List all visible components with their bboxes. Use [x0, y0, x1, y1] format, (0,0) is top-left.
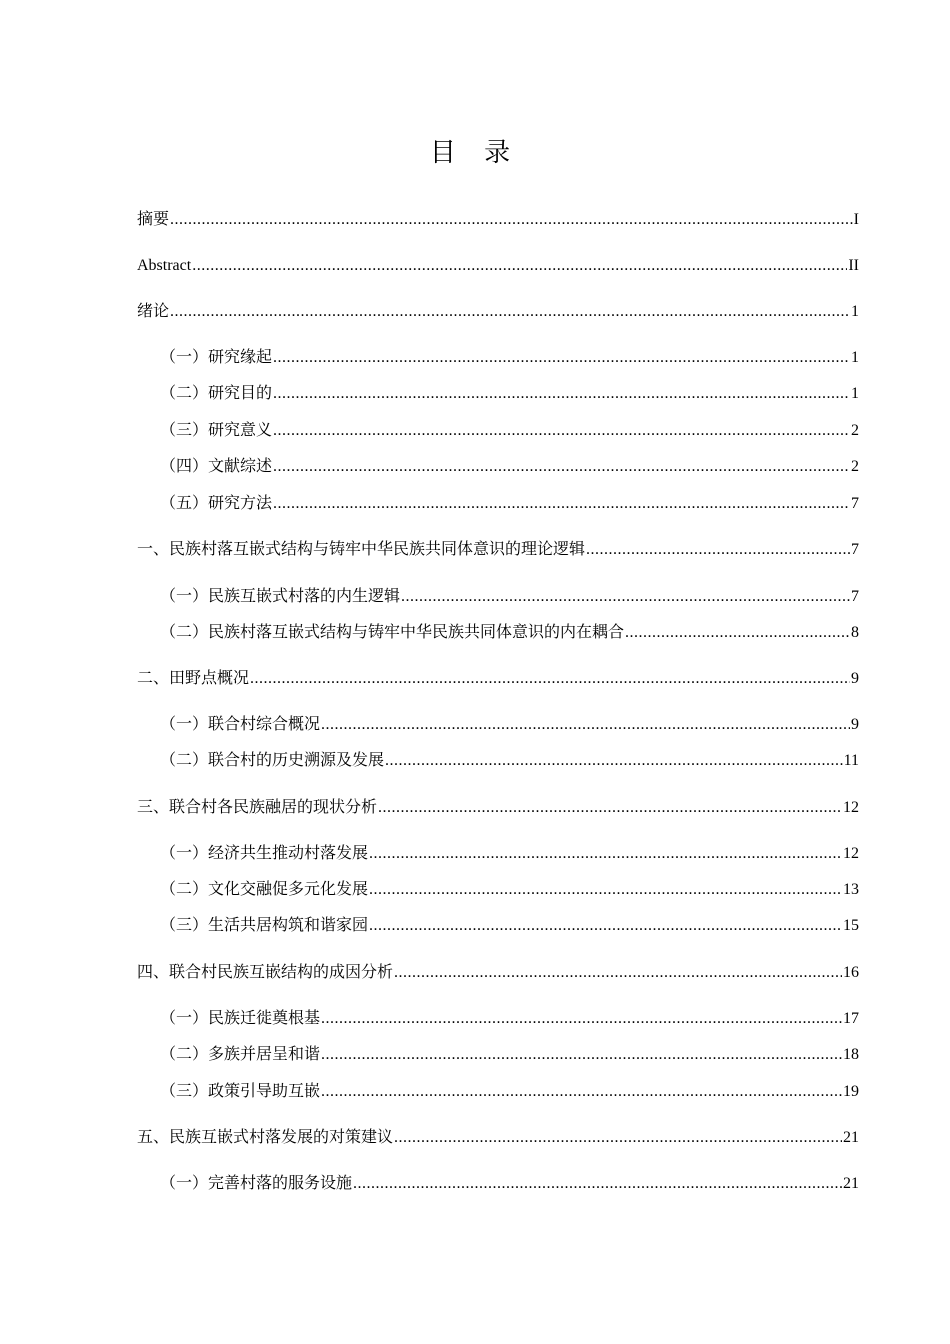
toc-entry-label: （三）政策引导助互嵌: [160, 1083, 321, 1100]
toc-leader: [321, 1007, 842, 1031]
toc-entry-page: 1: [851, 349, 859, 366]
toc-entry[interactable]: [160, 749, 859, 773]
toc-entry-page: 13: [843, 881, 859, 898]
toc-leader: [394, 1126, 842, 1150]
toc-entry[interactable]: [160, 346, 859, 370]
toc-entry[interactable]: [160, 878, 859, 902]
toc-entry[interactable]: [137, 538, 859, 562]
toc-entry-label: （三）研究意义: [160, 422, 273, 439]
toc-entry-label: 绪论: [137, 303, 170, 320]
toc-leader: [170, 300, 850, 324]
toc-leader: [401, 585, 850, 609]
toc-leader: [625, 621, 850, 645]
toc-entry[interactable]: [137, 208, 859, 232]
toc-entry[interactable]: [137, 300, 859, 324]
toc-entry-page: 12: [843, 845, 859, 862]
toc-leader: [170, 208, 853, 232]
toc-entry-page: 11: [843, 752, 859, 769]
toc-entry-page: 7: [851, 541, 859, 558]
toc-leader: [321, 1080, 842, 1104]
toc-entry-label: （一）联合村综合概况: [160, 716, 321, 733]
toc-entry[interactable]: [137, 254, 859, 278]
toc-leader: [353, 1172, 842, 1196]
toc-leader: [250, 667, 850, 691]
toc-leader: [273, 455, 850, 479]
toc-entry-label: 摘要: [137, 211, 170, 228]
toc-leader: [369, 878, 842, 902]
toc-entry-label: （一）完善村落的服务设施: [160, 1175, 353, 1192]
toc-leader: [385, 749, 843, 773]
toc-entry-page: I: [853, 211, 859, 228]
toc-entry[interactable]: [160, 1172, 859, 1196]
toc-entry-page: 21: [843, 1129, 859, 1146]
toc-leader: [369, 914, 842, 938]
toc-entry-label: 四、联合村民族互嵌结构的成因分析: [137, 964, 394, 981]
toc-entry-label: （二）民族村落互嵌式结构与铸牢中华民族共同体意识的内在耦合: [160, 624, 625, 641]
toc-leader: [378, 796, 842, 820]
toc-leader: [192, 254, 847, 278]
toc-entry-label: （二）文化交融促多元化发展: [160, 881, 369, 898]
toc-entry[interactable]: [160, 585, 859, 609]
toc-entry-label: （二）研究目的: [160, 385, 273, 402]
toc-leader: [321, 713, 850, 737]
toc-entry-label: （一）民族互嵌式村落的内生逻辑: [160, 588, 401, 605]
toc-entry[interactable]: [137, 796, 859, 820]
toc-entry-label: （四）文献综述: [160, 458, 273, 475]
toc-entry[interactable]: [160, 914, 859, 938]
toc-entry[interactable]: [137, 667, 859, 691]
toc-entry-page: 15: [843, 917, 859, 934]
toc-entry-page: 9: [851, 670, 859, 687]
toc-entry-page: 7: [851, 495, 859, 512]
toc-entry[interactable]: [160, 1080, 859, 1104]
toc-entry-label: 三、联合村各民族融居的现状分析: [137, 799, 378, 816]
toc-entry-page: 21: [843, 1175, 859, 1192]
toc-entry-label: （二）联合村的历史溯源及发展: [160, 752, 385, 769]
toc-leader: [321, 1043, 842, 1067]
toc-leader: [273, 346, 850, 370]
toc-entry-label: （三）生活共居构筑和谐家园: [160, 917, 369, 934]
toc-entry-label: （一）民族迁徙奠根基: [160, 1010, 321, 1027]
toc-entry[interactable]: [160, 842, 859, 866]
toc-entry-page: 7: [851, 588, 859, 605]
toc-leader: [273, 382, 850, 406]
toc-entry[interactable]: [160, 455, 859, 479]
toc-leader: [369, 842, 842, 866]
toc-entry[interactable]: [160, 419, 859, 443]
toc-entry-page: 8: [851, 624, 859, 641]
toc-entry-page: 1: [851, 385, 859, 402]
toc-entry[interactable]: [137, 961, 859, 985]
toc-entry-label: 一、民族村落互嵌式结构与铸牢中华民族共同体意识的理论逻辑: [137, 541, 586, 558]
toc-entry-page: 12: [843, 799, 859, 816]
toc-leader: [273, 419, 850, 443]
toc-leader: [394, 961, 842, 985]
toc-entry-label: Abstract: [137, 257, 192, 274]
toc-entry-label: 二、田野点概况: [137, 670, 250, 687]
toc-entry[interactable]: [160, 621, 859, 645]
toc-entry-label: （二）多族并居呈和谐: [160, 1046, 321, 1063]
toc-entry[interactable]: [160, 713, 859, 737]
toc-entry[interactable]: [160, 1043, 859, 1067]
toc-entry[interactable]: [137, 1126, 859, 1150]
toc-entry-page: 16: [843, 964, 859, 981]
toc-entry-label: （一）经济共生推动村落发展: [160, 845, 369, 862]
toc-entry-label: 五、民族互嵌式村落发展的对策建议: [137, 1129, 394, 1146]
toc-entry-page: 1: [851, 303, 859, 320]
toc-entry[interactable]: [160, 1007, 859, 1031]
toc-entry-page: 18: [843, 1046, 859, 1063]
toc-entry-page: 19: [843, 1083, 859, 1100]
toc-entry-page: 9: [851, 716, 859, 733]
toc-entry[interactable]: [160, 492, 859, 516]
toc-entry-page: 17: [843, 1010, 859, 1027]
toc-entry-page: 2: [851, 458, 859, 475]
toc-leader: [586, 538, 850, 562]
toc-entry-label: （五）研究方法: [160, 495, 273, 512]
page-title: 目 录: [429, 138, 521, 168]
toc-entry[interactable]: [160, 382, 859, 406]
toc-entry-page: II: [848, 257, 859, 274]
toc-entry-page: 2: [851, 422, 859, 439]
toc-entry-label: （一）研究缘起: [160, 349, 273, 366]
toc-leader: [273, 492, 850, 516]
